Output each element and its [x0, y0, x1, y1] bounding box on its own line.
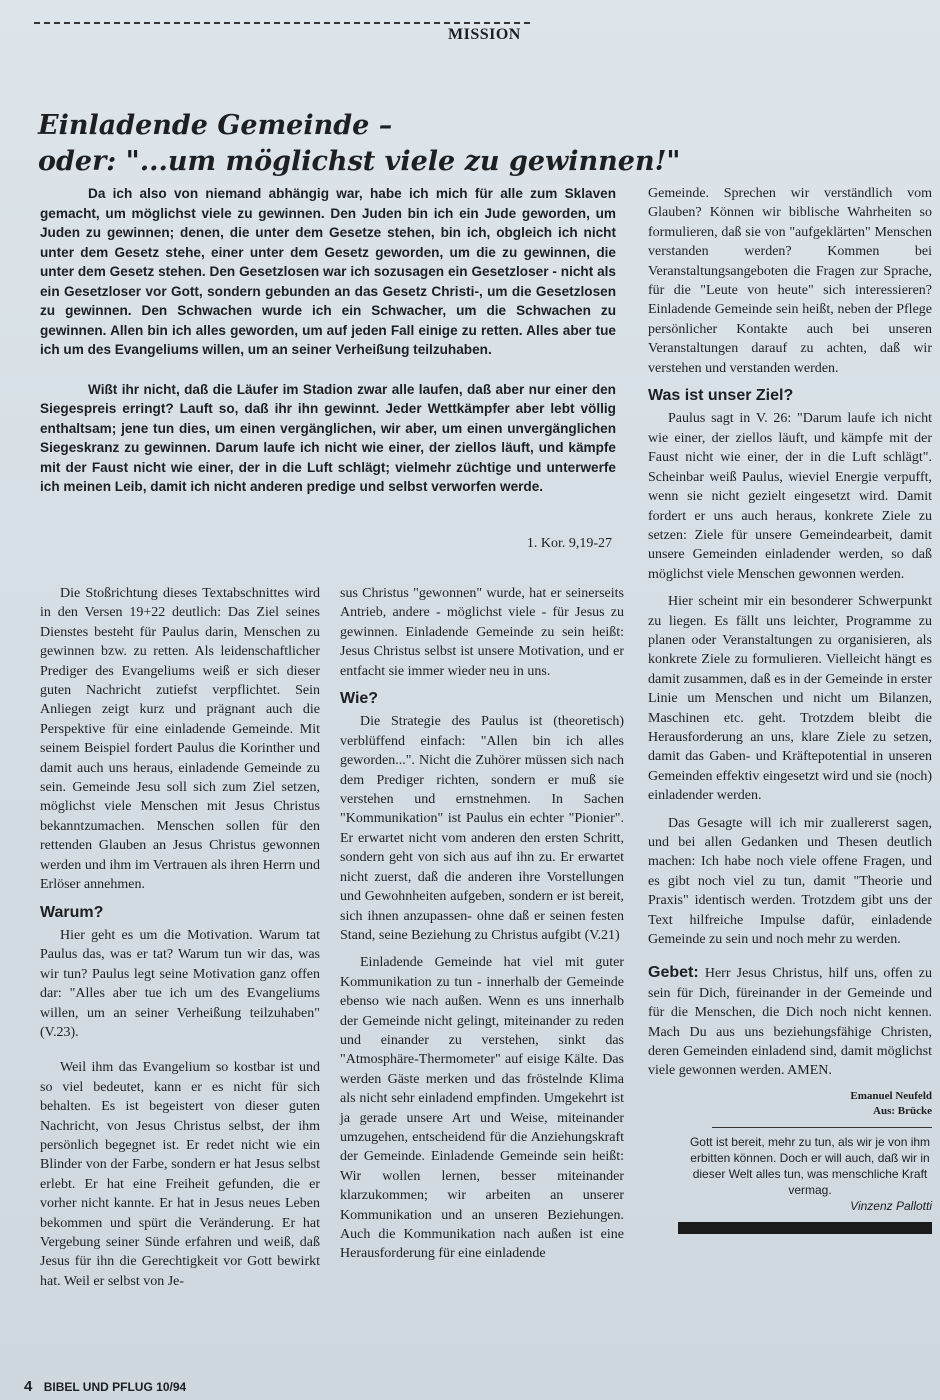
- paragraph: Die Stoßrichtung dieses Textabschnittes wird in den Versen 19+22 deutlich: Das Ziel seines Dienstes besteht für Paulus darin, Menschen zu gewinnen bzw. zu retten. Als leidenschaftlicher Prediger des Evangeliums weiß er sich dieser guten Nachricht zutiefst verpflichtet. Sein Anliegen zeigt kurz und prägnant auch die Perspektive für eine einladende Gemeinde. Mit seinem Beispiel fordert Paulus die Korinther und damit auch uns heraus, einladende Gemeinde zu sein. Gemeinde Jesu soll sich zum Ziel setzen, möglichst viele Menschen mit Jesus Christus bekanntzumachen. Menschen sollen für den rettenden Glauben an Jesus Christus gewonnen werden und ihm im Vertrauen als ihren Herrn und Erlöser annehmen.: [40, 586, 320, 893]
- scripture-paragraph-1: Da ich also von niemand abhängig war, habe ich mich für alle zum Sklaven gemacht, um möglichst viele zu gewinnen. Den Juden bin ich ein Jude geworden, um Juden zu gewinnen; denen, die unter dem Gesetze stehen, bin ich, obgleich ich nicht unter dem Gesetz stehe, einer unter dem Gesetz geworden, um die zu gewinnen, die unter dem Gesetz stehen. Den Gesetzlosen war ich sozusagen ein Gesetzloser - nicht als ein Gesetzloser vor Gott, sondern gebunden an das Gesetz Christi-, um die Gesetzlosen zu gewinnen. Den Schwachen wurde ich ein Schwacher, um die Schwachen zu gewinnen. Allen bin ich alles geworden, um auf jeden Fall einige zu retten. Alles aber tue ich um des Evangeliums willen, um an seiner Verheißung teilzuhaben.: [40, 186, 616, 357]
- column-1: [40, 584, 320, 1299]
- paragraph: Hier geht es um die Motivation. Warum tat Paulus das, was er tat? Warum tun wir das, was wir tun? Paulus legt seine Motivation ganz offen dar: "Alles aber tue ich um des Evangeliums willen, um an seiner Verheißung teilzuhaben" (V.23).: [40, 927, 320, 1040]
- publication-name: BIBEL UND PFLUG: [43, 1380, 153, 1394]
- paragraph: Das Gesagte will ich mir zuallererst sagen, und bei allen Gedanken und Thesen deutlich machen: Ich habe noch viele offene Fragen, und es gibt noch viel zu tun, damit "Theorie und Praxis" identisch werden. Trotzdem gibt uns der Text hilfreiche Impulse dafür, einladende Gemeinde zu sein und noch mehr zu werden.: [648, 815, 932, 948]
- paragraph: Gemeinde. Sprechen wir verständlich vom Glauben? Können wir biblische Wahrheiten so formulieren, daß sie von "aufgeklärten" Menschen verstanden werden? Kommen bei Veranstaltungsangeboten die Fragen zur Sprache, für die "Leute von heute" sich interessieren? Einladende Gemeinde sein heißt, neben der Pflege persönlicher Kontakte auch bei unseren Veranstaltungen darauf zu achten, daß wir verstehen und verstanden werden.: [648, 186, 932, 376]
- scripture-reference: 1. Kor. 9,19-27: [526, 536, 612, 551]
- paragraph: Weil ihm das Evangelium so kostbar ist und so viel bedeutet, kann er es nicht für sich behalten. Es ist begeistert von dieser guten Nachricht, von Jesus Christus selbst, der ihm persönlich begegnet ist. Er redet nicht wie ein Blinder von der Farbe, sondern er hat Jesus selbst erlebt. Er hat eine Freiheit gefunden, die er vorher nicht kannte. Er hat in Jesus neues Leben bekommen und spürt die Veränderung. Er hat Vergebung seiner Sünde erfahren und weiß, daß Jesus für ihn die Gerechtigkeit vor Gott bewirkt hat. Weil er selbst von Je-: [40, 1060, 320, 1289]
- page-number: 4: [24, 1378, 33, 1395]
- article-title: [38, 108, 681, 180]
- author-name: Emanuel Neufeld: [850, 1089, 932, 1102]
- scripture-quote: [40, 184, 616, 517]
- page-footer: [24, 1378, 186, 1395]
- heading-ziel: Was ist unser Ziel?: [648, 387, 794, 405]
- title-line-2: oder: "...um möglichst viele zu gewinnen!": [38, 146, 681, 177]
- author-source: Aus: Brücke: [873, 1104, 932, 1117]
- column-2: [340, 584, 624, 1272]
- heading-wie: Wie?: [340, 690, 379, 708]
- author-block: [648, 1089, 932, 1119]
- pallotti-quote-author: Vinzenz Pallotti: [850, 1198, 932, 1213]
- prayer: [648, 963, 932, 1080]
- pallotti-quote: [688, 1134, 932, 1214]
- header-rule: [34, 22, 530, 24]
- heading-warum: Warum?: [40, 903, 104, 921]
- column-3: [648, 184, 932, 1234]
- scripture-paragraph-2: Wißt ihr nicht, daß die Läufer im Stadion zwar alle laufen, daß aber nur einer den Siegespreis erringt? Lauft so, daß ihr ihn gewinnt. Jeder Wettkämpfer aber lebt völlig enthaltsam; jene tun dies, um einen vergänglichen, wir aber, um einen unvergänglichen Siegeskranz zu gewinnen. Darum laufe ich nicht wie einer, der ziellos läuft, und kämpfe mit der Faust nicht wie einer, der in die Luft schlägt; vielmehr züchtige und unterwerfe ich meinen Leib, damit ich nicht anderen predige und selbst verworfen werde.: [40, 381, 616, 494]
- paragraph: Die Strategie des Paulus ist (theoretisch) verblüffend einfach: "Allen bin ich alles geworden...". Nicht die Zuhörer müssen sich nach dem Prediger richten, sondern er muß sie verstehen und ernstnehmen. In Sachen "Kommunikation" ist Paulus ein echter "Pionier". Er erwartet nicht vom anderen den ersten Schritt, sondern geht von sich aus auf ihn zu. Er erwartet nicht zuerst, daß die anderen ihre Vorstellungen und Gewohnheiten aufgeben, sondern er ist bereit, sich ihnen anzupassen- ohne daß er seinen festen Stand, seine Beziehung zu Christus aufgibt (V.21): [340, 714, 624, 943]
- prayer-label: Gebet:: [648, 964, 699, 982]
- paragraph: sus Christus "gewonnen" wurde, hat er seinerseits Antrieb, andere - möglichst viele - für Jesus zu gewinnen. Einladende Gemeinde zu sein heißt: Jesus Christus selbst ist unsere Motivation, und er entfacht sie immer wieder neu in uns.: [340, 586, 624, 679]
- paragraph: Einladende Gemeinde hat viel mit guter Kommunikation zu tun - innerhalb der Gemeinde ebenso wie nach außen. Wenn es uns innerhalb der Gemeinde nicht gelingt, miteinander zu reden und einander zu verstehen, sinkt das "Atmosphäre-Thermometer" auf eisige Kälte. Das werden Gäste merken und das fröstelnde Klima als nicht sehr einladend empfinden. Umgekehrt ist ja gerade unsere Art und Weise, miteinander umzugehen, entscheidend für die Anziehungskraft der Gemeinde. Einladende Gemeinde sein heißt: Wir wollen lernen, besser miteinander klarzukommen; wir arbeiten an unserer Kommunikation und an unseren Beziehungen. Auch die Kommunikation nach außen ist eine Herausforderung für eine einladende: [340, 955, 624, 1262]
- prayer-text: Herr Jesus Christus, hilf uns, offen zu sein für Dich, füreinander in der Gemeinde und für die Menschen, die Dich noch nicht kennen. Mach Du aus uns beziehungsfähige Christen, deren Gemeinden einladend sind, damit möglichst viele gewonnen werden. AMEN.: [648, 966, 932, 1079]
- title-line-1: Einladende Gemeinde –: [38, 110, 393, 141]
- issue-number: 10/94: [156, 1380, 187, 1394]
- paragraph: Hier scheint mir ein besonderer Schwerpunkt zu liegen. Es fällt uns leichter, Programme zu planen oder Veranstaltungen zu organisieren, als konkrete Ziele zu formulieren. Vielleicht hängt es damit zusammen, daß es in der Gemeinde in erster Linie um Menschen und nicht um Bilanzen, Maschinen etc. geht. Trotzdem bleibt die Herausforderung an uns, klare Ziele zu setzen, damit das Gaben- und Kräftepotential in unseren Gemeinden effektiv eingesetzt wird und sie (noch) einladender werden.: [648, 594, 932, 804]
- section-label: MISSION: [448, 26, 521, 43]
- quote-divider: [712, 1127, 932, 1128]
- decorative-bar: [678, 1222, 932, 1234]
- paragraph: Paulus sagt in V. 26: "Darum laufe ich nicht wie einer, der ziellos läuft, und kämpfe mit der Faust nicht wie einer, der in die Luft schlägt". Scheinbar weiß Paulus, wieviel Energie verpufft, wenn sie nicht gezielt eingesetzt wird. Damit fordert er uns auch heraus, konkrete Ziele zu setzen: Ziele für unsere Gemeindearbeit, damit unsere Gemeinden einladender werden, so daß möglichst viele Menschen gewonnen werden.: [648, 411, 932, 582]
- pallotti-quote-text: Gott ist bereit, mehr zu tun, als wir je von ihm erbitten können. Doch er will auch, daß wir in dieser Welt alles tun, was menschliche Kraft vermag.: [689, 1134, 931, 1197]
